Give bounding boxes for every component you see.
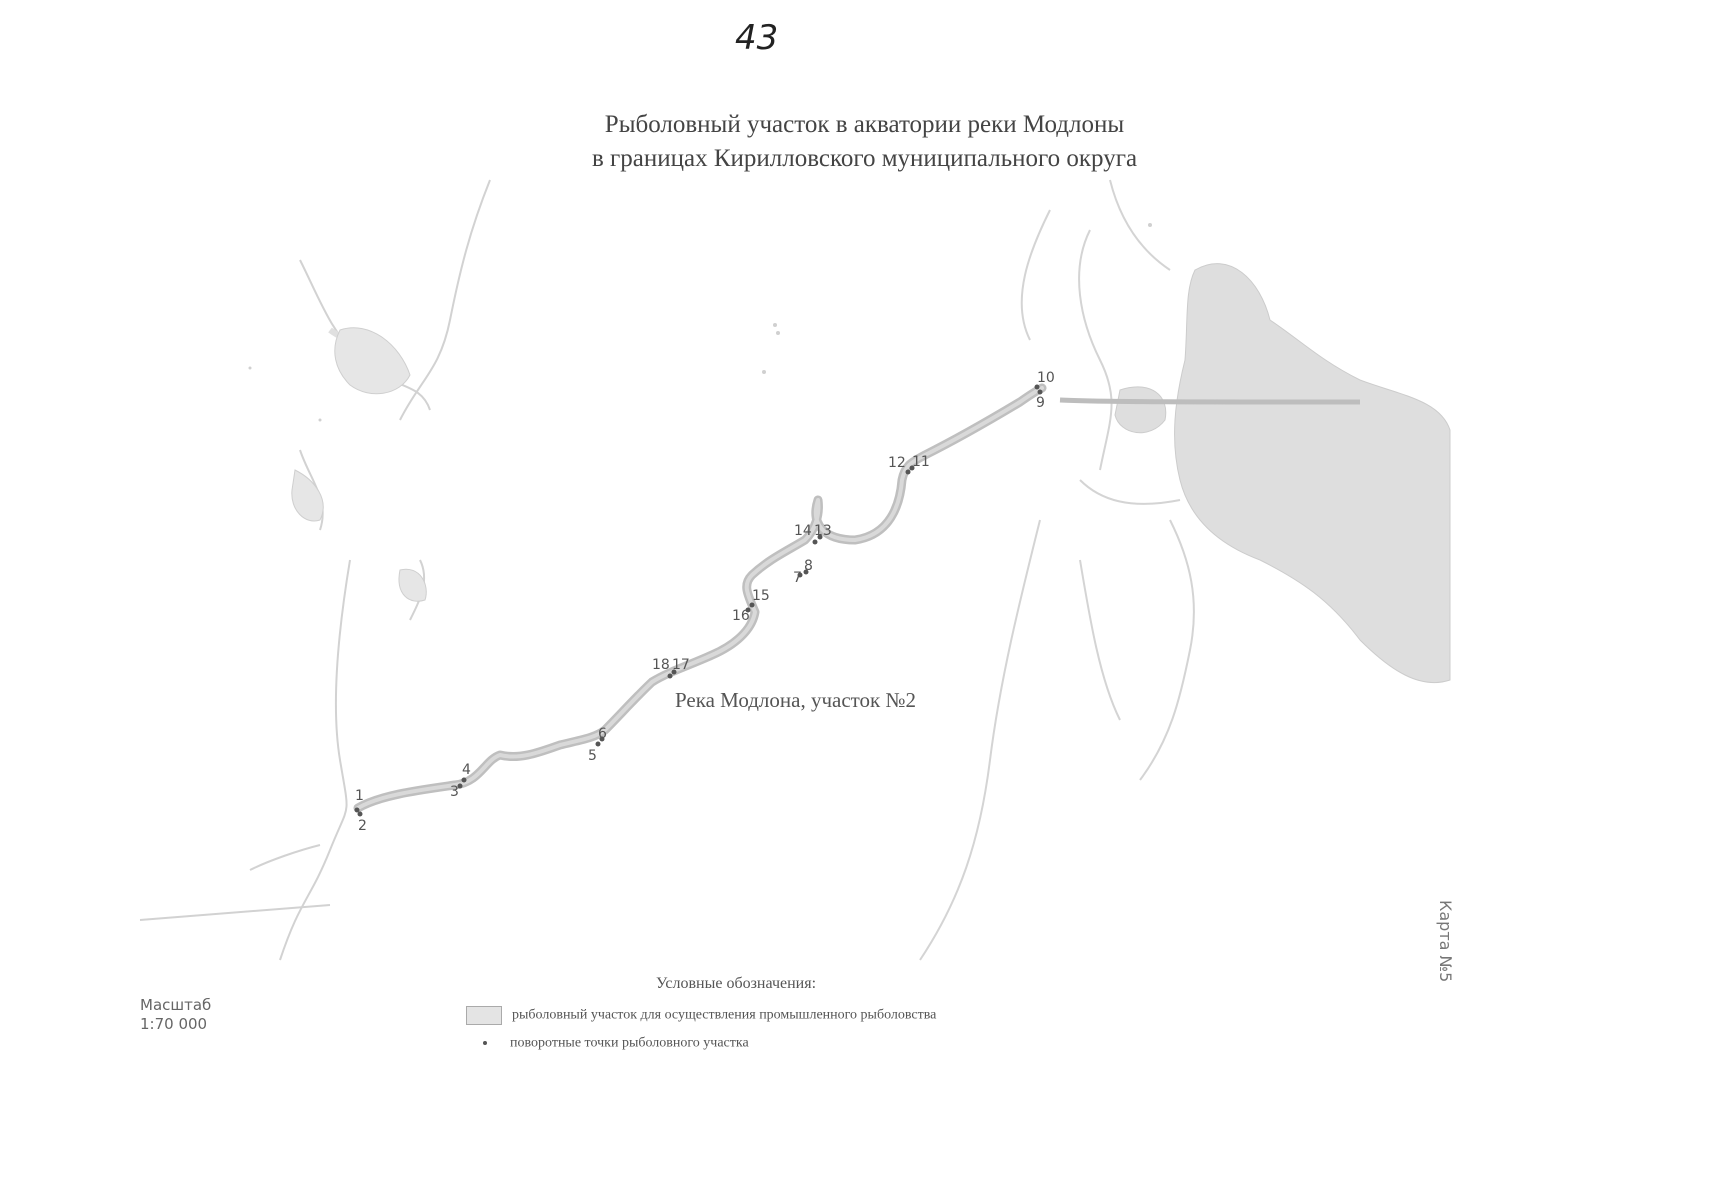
point-label-11: 11 [912,454,930,470]
scale-label: Масштаб [140,996,212,1014]
area-swatch-icon [466,1006,502,1025]
turning-point-14 [813,540,818,545]
point-label-10: 10 [1037,370,1055,386]
point-label-12: 12 [888,455,906,471]
turning-point-18 [668,674,673,679]
turning-point-1 [355,808,360,813]
scale-value: 1:70 000 [140,1015,208,1033]
turning-point-12 [906,470,911,475]
legend-area-label: рыболовный участок для осуществления промышленного рыболовства [512,1007,937,1023]
point-label-3: 3 [450,784,459,800]
scale-block [140,996,211,1034]
point-label-8: 8 [804,558,813,574]
legend-title: Условные обозначения: [656,975,817,992]
legend-row-points [466,1035,749,1052]
point-label-1: 1 [355,788,364,804]
fishing-area-river [358,388,1042,808]
point-label-7: 7 [793,570,802,586]
turning-point-2 [358,812,363,817]
point-label-13: 13 [814,523,832,539]
turning-point-4 [462,778,467,783]
point-label-15: 15 [752,588,770,604]
point-swatch-icon [466,1035,500,1052]
legend-row-area [466,1006,936,1025]
point-label-5: 5 [588,748,597,764]
point-label-16: 16 [732,608,750,624]
point-label-9: 9 [1036,395,1045,411]
point-label-2: 2 [358,818,367,834]
page-number: 43 [735,18,779,58]
point-label-18: 18 [652,657,670,673]
title-line-2: в границах Кирилловского муниципального округа [591,145,1138,172]
map-number-label: Карта №5 [1436,900,1455,983]
river-section-label: Река Модлона, участок №2 [675,688,917,712]
turning-point-5 [596,742,601,747]
point-label-17: 17 [672,657,690,673]
background-wetlands-east [1115,264,1450,683]
background-lake-west [292,328,426,601]
background-water-west [140,180,490,960]
point-label-4: 4 [462,762,471,778]
point-label-6: 6 [598,726,607,742]
turning-point-9 [1038,390,1043,395]
title-line-1: Рыболовный участок в акватории реки Модлоны [604,111,1125,138]
legend-points-label: поворотные точки рыболовного участка [510,1035,749,1051]
point-label-14: 14 [794,523,812,539]
